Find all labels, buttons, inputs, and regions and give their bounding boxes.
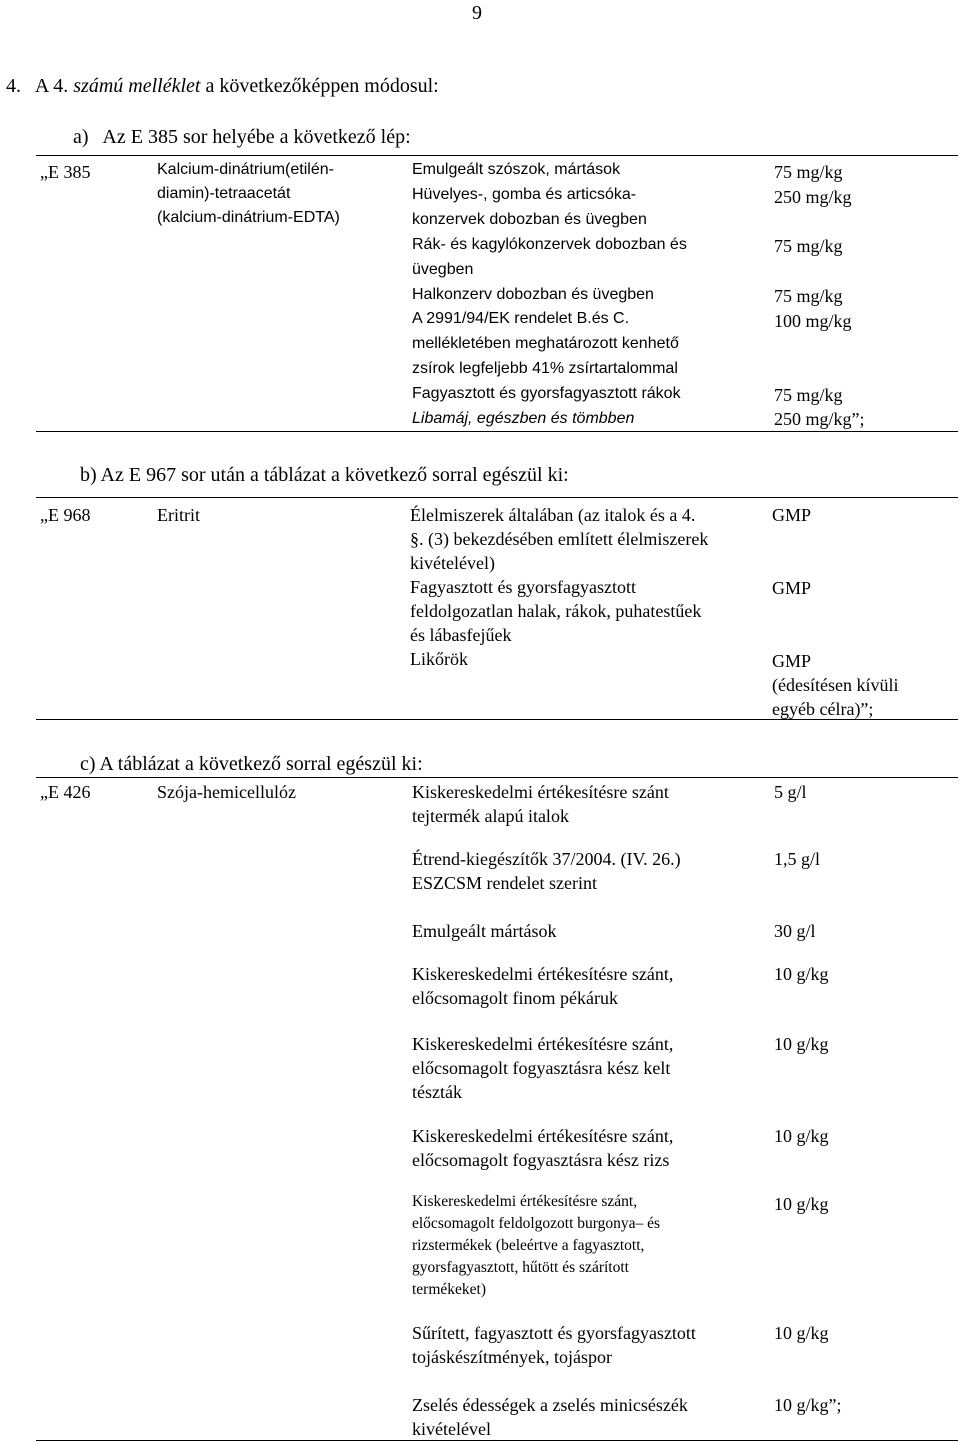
section-c-row — [412, 780, 669, 828]
food-line: termékeket) — [412, 1281, 487, 1298]
section-c-row — [412, 962, 673, 1010]
food-line: üvegben — [412, 260, 474, 278]
food-line: Emulgeált szószok, mártások — [412, 161, 621, 178]
limit-value: 100 mg/kg — [774, 311, 852, 331]
section-c-limit: 1,5 g/l — [774, 849, 821, 869]
limit-value: 250 mg/kg”; — [774, 409, 865, 429]
food-line: Halkonzerv dobozban és üvegben — [412, 285, 654, 303]
section-a-top-rule — [36, 155, 958, 156]
food-line: mellékletében meghatározott kenhető — [412, 335, 679, 353]
food-line: előcsomagolt fogyasztásra kész kelt — [412, 1058, 671, 1078]
section-c-substance-name: Szója-hemicellulóz — [157, 782, 296, 802]
section-c-limit: 30 g/l — [774, 921, 816, 941]
section-c-limit: 10 g/kg — [774, 1034, 829, 1054]
section-c-row — [412, 919, 556, 943]
limit-value: GMP — [772, 505, 812, 525]
food-line: Étrend-kiegészítők 37/2004. (IV. 26.) — [412, 849, 681, 869]
section-c-limit: 10 g/kg”; — [774, 1395, 842, 1415]
section-c-row — [412, 1191, 660, 1301]
food-line: Kiskereskedelmi értékesítésre szánt, — [412, 1126, 674, 1146]
food-line: Likőrök — [410, 649, 468, 669]
food-line: Libamáj, egészben és tömbben — [412, 410, 635, 428]
section-c-row — [412, 1032, 673, 1104]
food-line: Kiskereskedelmi értékesítésre szánt — [412, 782, 669, 802]
food-line: Emulgeált mártások — [412, 921, 557, 941]
limit-value: 250 mg/kg — [774, 187, 852, 207]
food-line: kivételével) — [410, 553, 495, 573]
section-a-code: „E 385 — [40, 162, 91, 182]
section-a-foods — [412, 158, 687, 432]
heading-italic: számú melléklet — [73, 75, 201, 97]
limit-value: 75 mg/kg — [774, 385, 843, 405]
food-line: előcsomagolt finom pékáruk — [412, 988, 618, 1008]
food-line: Kiskereskedelmi értékesítésre szánt, — [412, 1034, 674, 1054]
food-line: Sűrített, fagyasztott és gyorsfagyasztott — [412, 1323, 696, 1343]
food-line: Kiskereskedelmi értékesítésre szánt, — [412, 1193, 638, 1210]
food-line: előcsomagolt fogyasztásra kész rizs — [412, 1150, 670, 1170]
food-line: tojáskészítmények, tojáspor — [412, 1347, 612, 1367]
food-line: Kiskereskedelmi értékesítésre szánt, — [412, 964, 674, 984]
food-line: A 2991/94/EK rendelet B.és C. — [412, 310, 630, 328]
limit-value: GMP — [772, 578, 812, 598]
section-c-row — [412, 1321, 696, 1369]
section-c-row — [412, 1393, 688, 1441]
food-line: Hüvelyes-, gomba és articsóka- — [412, 185, 637, 203]
limit-value: 75 mg/kg — [774, 286, 843, 306]
limit-value: egyéb célra)”; — [772, 699, 874, 719]
section-a-title: a) Az E 385 sor helyébe a következő lép: — [73, 126, 411, 148]
section-c-limit: 10 g/kg — [774, 1323, 829, 1343]
section-c-limit: 10 g/kg — [774, 1126, 829, 1146]
food-line: Zselés édességek a zselés minicsészék — [412, 1395, 688, 1415]
food-line: Rák- és kagylókonzervek dobozban és — [412, 235, 687, 253]
food-line: gyorsfagyasztott, hűtött és szárított — [412, 1259, 629, 1276]
section-c-top-rule — [36, 777, 958, 778]
section-c-bottom-rule — [36, 1440, 958, 1441]
substance-name-line: Kalcium-dinátrium(etilén- — [157, 161, 334, 178]
food-line: Fagyasztott és gyorsfagyasztott — [410, 577, 636, 597]
section-c-title: c) A táblázat a következő sorral egészül ki: — [80, 753, 423, 775]
section-c-row — [412, 1124, 673, 1172]
food-line: tészták — [412, 1082, 462, 1102]
heading-suffix: a következőképpen módosul: — [200, 75, 439, 97]
section-a-bottom-rule — [36, 431, 958, 432]
section-b-title: b) Az E 967 sor után a táblázat a következő sorral egészül ki: — [80, 464, 569, 486]
section-c-code: „E 426 — [40, 782, 91, 802]
food-line: és lábasfejűek — [410, 625, 512, 645]
section-b-top-rule — [36, 497, 958, 498]
section-b-foods — [410, 503, 708, 671]
substance-name-line: diamin)-tetraacetát — [157, 185, 291, 202]
limit-value: (édesítésen kívüli — [772, 675, 899, 695]
section-b-code: „E 968 — [40, 505, 91, 525]
food-line: tejtermék alapú italok — [412, 806, 569, 826]
section-c-limit: 10 g/kg — [774, 964, 829, 984]
food-line: rizstermékek (beleértve a fagyasztott, — [412, 1237, 645, 1254]
section-c-limit: 10 g/kg — [774, 1194, 829, 1214]
food-line: feldolgozatlan halak, rákok, puhatestűek — [410, 601, 702, 621]
food-line: kivételével — [412, 1419, 491, 1439]
food-line: ESZCSM rendelet szerint — [412, 873, 597, 893]
food-line: előcsomagolt feldolgozott burgonya– és — [412, 1215, 661, 1232]
limit-value: GMP — [772, 651, 812, 671]
heading-prefix: 4. A 4. — [6, 75, 74, 97]
food-line: Fagyasztott és gyorsfagyasztott rákok — [412, 385, 681, 403]
substance-name-line: (kalcium-dinátrium-EDTA) — [157, 209, 340, 226]
food-line: Élelmiszerek általában (az italok és a 4. — [410, 505, 696, 525]
section-b-bottom-rule — [36, 719, 958, 720]
page-number: 9 — [472, 2, 482, 24]
food-line: konzervek dobozban és üvegben — [412, 210, 647, 228]
section-b-substance-name: Eritrit — [157, 505, 200, 525]
section-c-limit: 5 g/l — [774, 782, 807, 802]
amendment-heading — [6, 73, 439, 99]
food-line: zsírok legfeljebb 41% zsírtartalommal — [412, 360, 678, 378]
limit-value: 75 mg/kg — [774, 162, 843, 182]
food-line: §. (3) bekezdésében említett élelmiszerek — [410, 529, 709, 549]
limit-value: 75 mg/kg — [774, 236, 843, 256]
section-a-substance-name — [157, 158, 340, 230]
section-c-row — [412, 847, 681, 895]
